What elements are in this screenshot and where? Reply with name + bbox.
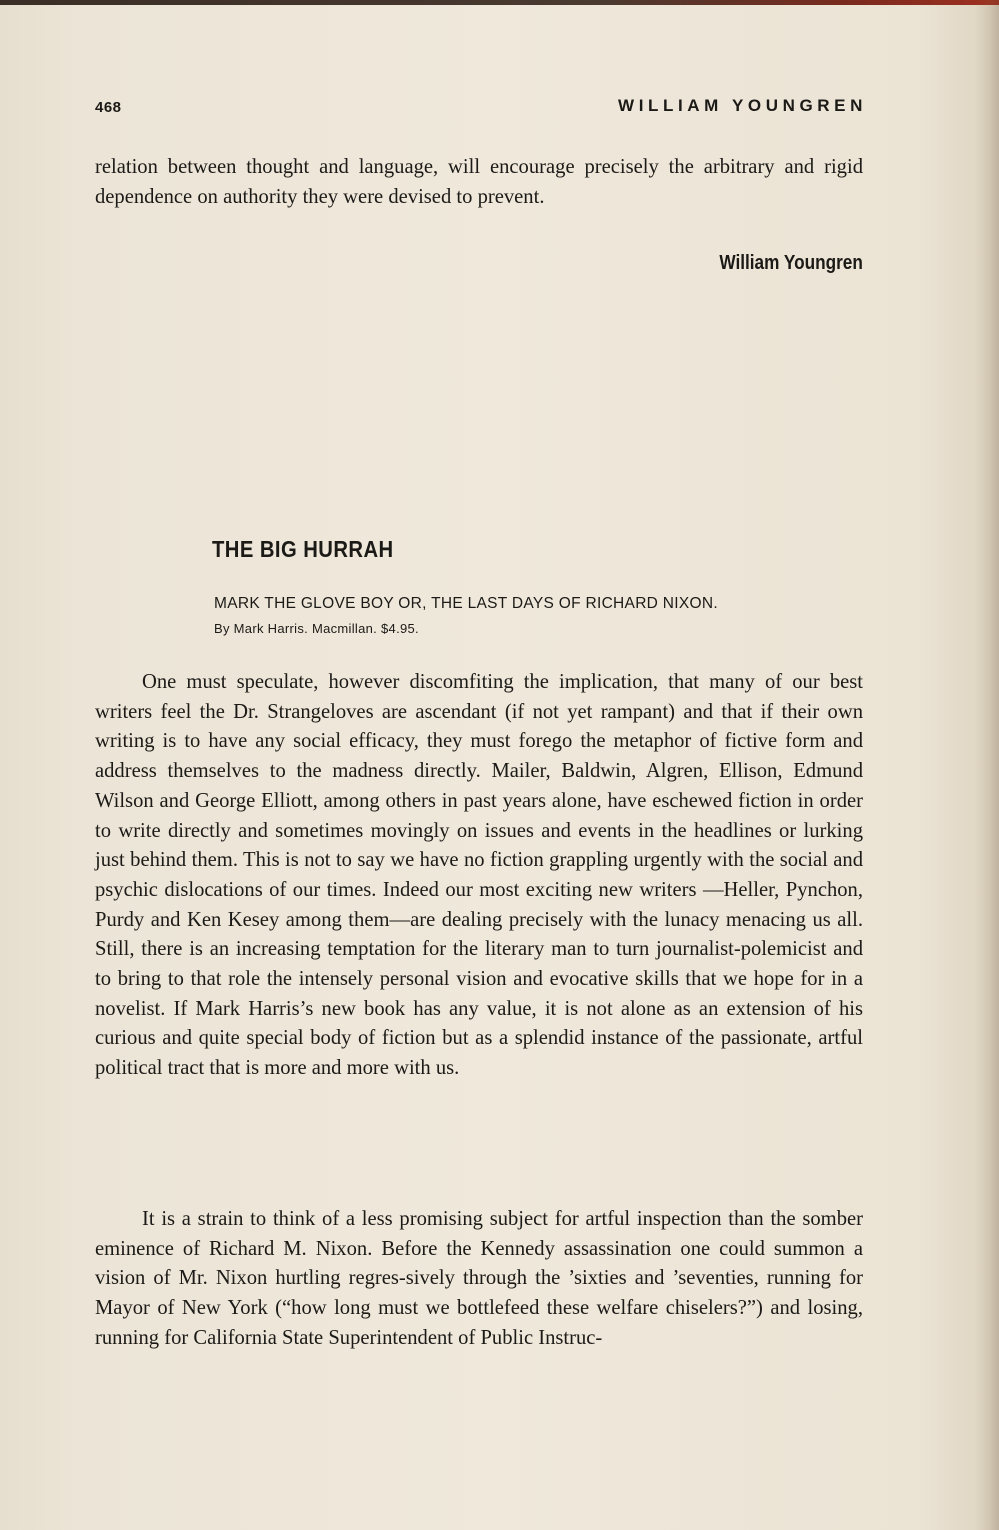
- continued-paragraph: relation between thought and language, will encourage precisely the arbitrary and rigid dependence on authority they were devised to prevent.: [95, 156, 863, 208]
- body-paragraph: It is a strain to think of a less promising subject for artful inspection than the somber eminence of Richard M. Nixon. Before the Kennedy assassination one could summon a vision of Mr. Nixon hurtling regres-sively through the ’sixties and ’seventies, running for Mayor of New York (“how long must we bottlefeed these welfare chiselers?”) and losing, running for California State Superintendent of Public Instruc-: [95, 1208, 863, 1349]
- reviewed-book-title: MARK THE GLOVE BOY OR, THE LAST DAYS OF RICHARD NIXON.: [214, 595, 718, 612]
- page-top-edge: [0, 0, 999, 5]
- article-title: THE BIG HURRAH: [212, 536, 394, 562]
- reviewed-book-byline: By Mark Harris. Macmillan. $4.95.: [214, 621, 419, 636]
- page-header: [95, 96, 867, 120]
- page-gutter-shadow: [975, 0, 999, 1530]
- body-paragraph: One must speculate, however discomfiting the implication, that many of our best writers feel the Dr. Strangeloves are ascendant (if not yet rampant) and that if their own writing is to have any social efficacy, they must forego the metaphor of fictive form and address themselves to the madness directly. Mailer, Baldwin, Algren, Ellison, Edmund Wilson and George Elliott, among others in past years alone, have eschewed fiction in order to write directly and sometimes movingly on issues and events in the headlines or lurking just behind them. This is not to say we have no fiction grappling urgently with the social and psychic dislocations of our times. Indeed our most exciting new writers —Heller, Pynchon, Purdy and Ken Kesey among them—are dealing precisely with the lunacy menacing us all. Still, there is an increasing temptation for the literary man to turn journalist-polemicist and to bring to that role the intensely personal vision and evocative skills that we hope for in a novelist. If Mark Harris’s new book has any value, it is not alone as an extension of his curious and quite special body of fiction but as a splendid instance of the passionate, artful political tract that is more and more with us.: [95, 671, 863, 1080]
- author-signature: William Youngren: [719, 252, 863, 274]
- running-head: WILLIAM YOUNGREN: [618, 96, 867, 115]
- page-number: 468: [95, 99, 122, 116]
